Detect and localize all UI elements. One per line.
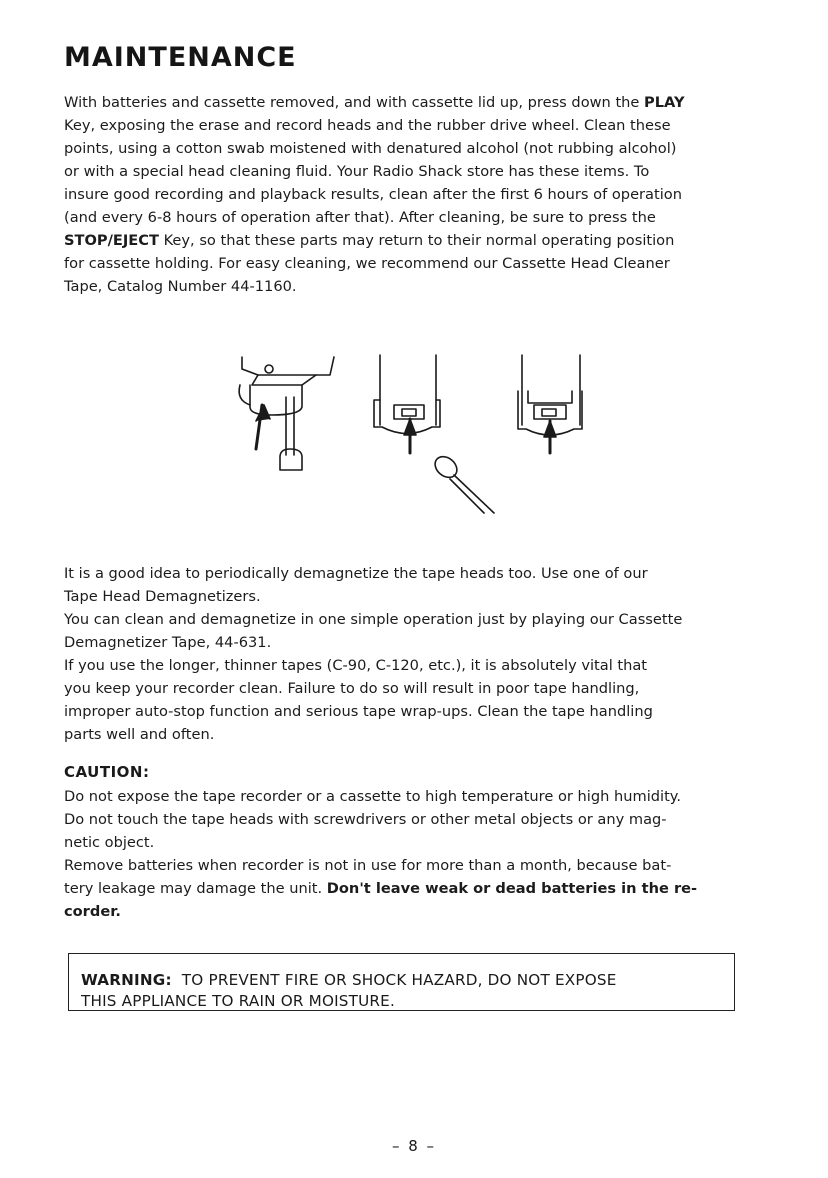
battery-warning: Don't leave weak or dead batteries in the re- (326, 880, 698, 897)
page-title: MAINTENANCE (64, 42, 297, 73)
text-line: tery leakage may damage the unit. Don't leave weak or dead batteries in the re- (64, 880, 698, 897)
text-line: for cassette holding. For easy cleaning, we recommend our Cassette Head Cleaner (64, 255, 670, 272)
play-key-label: PLAY (644, 94, 685, 111)
text-line: corder. (64, 903, 121, 920)
warning-line: THIS APPLIANCE TO RAIN OR MOISTURE. (81, 992, 396, 1010)
text-line: If you use the longer, thinner tapes (C-90, C-120, etc.), it is absolutely vital that (64, 657, 648, 674)
warning-box (68, 953, 735, 1011)
text-line: you keep your recorder clean. Failure to do so will result in poor tape handling, (64, 680, 640, 697)
text-line: (and every 6-8 hours of operation after that). After cleaning, be sure to press the (64, 209, 656, 226)
text-line: improper auto-stop function and serious tape wrap-ups. Clean the tape handling (64, 703, 653, 720)
page-number: – 8 – (391, 1137, 437, 1155)
cleaning-illustration (222, 345, 602, 515)
caution-paragraph (64, 785, 740, 923)
text-line: You can clean and demagnetize in one simple operation just by playing our Cassette (64, 611, 683, 628)
text-line: Tape Head Demagnetizers. (64, 588, 261, 605)
record-head-figure (374, 355, 494, 513)
erase-head-figure (518, 355, 582, 453)
text-line: points, using a cotton swab moistened with denatured alcohol (not rubbing alcohol) (64, 140, 677, 157)
text-line: insure good recording and playback results, clean after the first 6 hours of operation (64, 186, 682, 203)
text-line: It is a good idea to periodically demagnetize the tape heads too. Use one of our (64, 565, 648, 582)
text-line: Demagnetizer Tape, 44-631. (64, 634, 272, 651)
text-line: With batteries and cassette removed, and with cassette lid up, press down the PLAY (64, 94, 685, 111)
demagnetize-paragraph (64, 562, 740, 746)
text-line: parts well and often. (64, 726, 215, 743)
text-line: Tape, Catalog Number 44-1160. (64, 278, 297, 295)
warning-line: WARNING: TO PREVENT FIRE OR SHOCK HAZARD, DO NOT EXPOSE (81, 971, 617, 989)
text-line: Do not touch the tape heads with screwdrivers or other metal objects or any mag- (64, 811, 667, 828)
text-line: STOP/EJECT Key, so that these parts may return to their normal operating position (64, 232, 675, 249)
caution-heading: CAUTION: (64, 763, 150, 781)
text-line: or with a special head cleaning fluid. Your Radio Shack store has these items. To (64, 163, 650, 180)
text-line: Key, exposing the erase and record heads and the rubber drive wheel. Clean these (64, 117, 671, 134)
text-line: netic object. (64, 834, 155, 851)
maintenance-paragraph (64, 91, 740, 298)
warning-label: WARNING: (81, 971, 172, 989)
text-line: Remove batteries when recorder is not in use for more than a month, because bat- (64, 857, 672, 874)
drive-wheel-figure (239, 357, 334, 470)
text-line: Do not expose the tape recorder or a cassette to high temperature or high humidity. (64, 788, 681, 805)
stop-eject-key-label: STOP/EJECT (64, 232, 159, 249)
